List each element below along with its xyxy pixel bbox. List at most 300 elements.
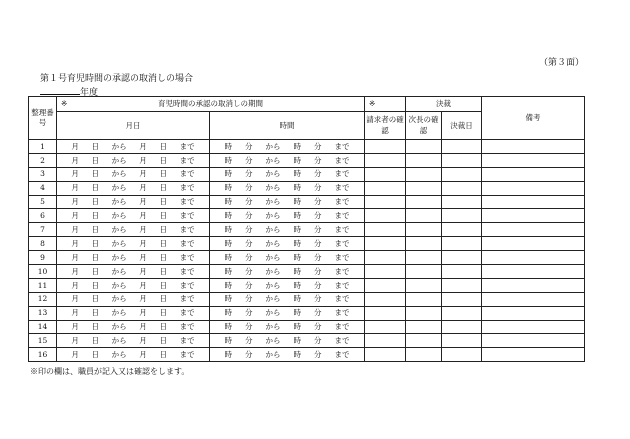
requester-check-cell[interactable] — [365, 334, 406, 348]
date-range-cell-word: 月 — [71, 322, 79, 332]
remarks-cell[interactable] — [482, 251, 585, 265]
date-range-cell-word: 日 — [159, 252, 167, 262]
date-range-cell-word: まで — [179, 336, 195, 346]
decision-date-cell[interactable] — [442, 153, 482, 167]
date-range-cell-word: 日 — [159, 336, 167, 346]
time-range-cell-word: 分 — [314, 350, 322, 360]
time-range-cell-word: 分 — [314, 225, 322, 235]
date-range-cell[interactable] — [57, 140, 210, 154]
time-range-cell-word: 時 — [293, 294, 301, 304]
remarks-cell[interactable] — [482, 265, 585, 279]
row-number: 12 — [29, 292, 57, 306]
row-number: 6 — [29, 209, 57, 223]
header-number: 整理番号 — [29, 97, 57, 140]
time-range-cell-word: から — [265, 252, 281, 262]
requester-check-cell[interactable] — [365, 195, 406, 209]
deputy-check-cell[interactable] — [406, 209, 442, 223]
date-range-cell-word: 月 — [139, 350, 147, 360]
date-range-cell-word: 日 — [159, 211, 167, 221]
date-range-cell-word: 日 — [91, 197, 99, 207]
time-range-cell-word: まで — [334, 197, 350, 207]
time-range-cell-word: 分 — [314, 197, 322, 207]
time-range-cell-word: 時 — [293, 280, 301, 290]
date-range-cell-word: まで — [179, 141, 195, 151]
time-range-cell-word: 分 — [314, 183, 322, 193]
row-number: 8 — [29, 237, 57, 251]
date-range-cell-word: から — [111, 197, 127, 207]
date-range-cell-word: 日 — [91, 280, 99, 290]
requester-check-cell[interactable] — [365, 265, 406, 279]
time-range-cell-word: まで — [334, 155, 350, 165]
header-decision-group: 決裁 — [406, 97, 482, 112]
header-period-label: 育児時間の承認の取消しの期間 — [158, 99, 263, 109]
deputy-check-cell[interactable] — [406, 306, 442, 320]
time-range-cell[interactable] — [210, 140, 365, 154]
time-range-cell-word: から — [265, 155, 281, 165]
date-range-cell[interactable] — [57, 265, 210, 279]
remarks-cell[interactable] — [482, 292, 585, 306]
header-deputy: 次長の確認 — [406, 112, 442, 140]
date-range-cell-word: 日 — [91, 322, 99, 332]
time-range-cell[interactable] — [210, 320, 365, 334]
date-range-cell-word: 月 — [139, 280, 147, 290]
time-range-cell-word: 時 — [293, 252, 301, 262]
date-range-cell-word: まで — [179, 225, 195, 235]
remarks-cell[interactable] — [482, 181, 585, 195]
time-range-cell-word: 時 — [293, 183, 301, 193]
date-range-cell-word: まで — [179, 183, 195, 193]
time-range-cell[interactable] — [210, 223, 365, 237]
decision-date-cell[interactable] — [442, 237, 482, 251]
remarks-cell[interactable] — [482, 153, 585, 167]
date-range-cell-word: 日 — [91, 350, 99, 360]
table-row — [29, 153, 585, 167]
decision-date-cell[interactable] — [442, 278, 482, 292]
header-requester: 請求者の確認 — [365, 112, 406, 140]
deputy-check-cell[interactable] — [406, 251, 442, 265]
decision-date-cell[interactable] — [442, 292, 482, 306]
date-range-cell-word: から — [111, 183, 127, 193]
time-range-cell-word: 分 — [245, 155, 253, 165]
requester-check-cell[interactable] — [365, 348, 406, 362]
deputy-check-cell[interactable] — [406, 265, 442, 279]
date-range-cell-word: から — [111, 308, 127, 318]
requester-check-cell[interactable] — [365, 153, 406, 167]
row-number: 11 — [29, 278, 57, 292]
date-range-cell-word: から — [111, 350, 127, 360]
date-range-cell-word: まで — [179, 197, 195, 207]
date-range-cell-word: 月 — [139, 294, 147, 304]
deputy-check-cell[interactable] — [406, 348, 442, 362]
date-range-cell-word: 日 — [91, 238, 99, 248]
time-range-cell[interactable] — [210, 237, 365, 251]
date-range-cell-word: 日 — [159, 197, 167, 207]
time-range-cell-word: から — [265, 280, 281, 290]
time-range-cell-word: 時 — [293, 155, 301, 165]
date-range-cell[interactable] — [57, 181, 210, 195]
time-range-cell-word: 分 — [245, 322, 253, 332]
date-range-cell-word: 月 — [139, 322, 147, 332]
time-range-cell-word: から — [265, 197, 281, 207]
date-range-cell-word: 日 — [91, 183, 99, 193]
decision-date-cell[interactable] — [442, 223, 482, 237]
date-range-cell-word: 月 — [71, 141, 79, 151]
time-range-cell-word: まで — [334, 169, 350, 179]
decision-date-cell[interactable] — [442, 195, 482, 209]
row-number: 1 — [29, 140, 57, 154]
time-range-cell-word: 時 — [224, 211, 232, 221]
time-range-cell-word: まで — [334, 308, 350, 318]
time-range-cell-word: 分 — [245, 169, 253, 179]
time-range-cell-word: 時 — [224, 197, 232, 207]
time-range-cell-word: から — [265, 211, 281, 221]
header-date: 月日 — [57, 112, 210, 140]
decision-date-cell[interactable] — [442, 306, 482, 320]
time-range-cell-word: まで — [334, 141, 350, 151]
date-range-cell[interactable] — [57, 334, 210, 348]
decision-date-cell[interactable] — [442, 348, 482, 362]
requester-check-cell[interactable] — [365, 278, 406, 292]
date-range-cell-word: 日 — [91, 155, 99, 165]
table-row — [29, 334, 585, 348]
time-range-cell-word: 時 — [293, 211, 301, 221]
time-range-cell-word: 時 — [293, 308, 301, 318]
time-range-cell-word: 分 — [314, 141, 322, 151]
time-range-cell-word: 時 — [224, 155, 232, 165]
date-range-cell[interactable] — [57, 348, 210, 362]
date-range-cell-word: から — [111, 225, 127, 235]
time-range-cell-word: から — [265, 183, 281, 193]
row-number: 5 — [29, 195, 57, 209]
date-range-cell-word: から — [111, 294, 127, 304]
date-range-cell-word: から — [111, 252, 127, 262]
date-range-cell-word: 月 — [71, 155, 79, 165]
date-range-cell[interactable] — [57, 223, 210, 237]
time-range-cell[interactable] — [210, 265, 365, 279]
time-range-cell-word: 分 — [314, 238, 322, 248]
date-range-cell-word: 日 — [91, 169, 99, 179]
time-range-cell-word: まで — [334, 350, 350, 360]
date-range-cell[interactable] — [57, 153, 210, 167]
time-range-cell-word: まで — [334, 322, 350, 332]
time-range-cell-word: から — [265, 225, 281, 235]
date-range-cell-word: 月 — [139, 225, 147, 235]
date-range-cell-word: から — [111, 336, 127, 346]
time-range-cell-word: 分 — [245, 197, 253, 207]
time-range-cell-word: 分 — [314, 169, 322, 179]
date-range-cell[interactable] — [57, 292, 210, 306]
date-range-cell-word: 日 — [159, 322, 167, 332]
time-range-cell-word: 分 — [245, 280, 253, 290]
date-range-cell-word: 月 — [139, 252, 147, 262]
time-range-cell-word: から — [265, 294, 281, 304]
date-range-cell-word: から — [111, 238, 127, 248]
date-range-cell-word: 日 — [91, 211, 99, 221]
time-range-cell-word: 時 — [293, 266, 301, 276]
remarks-cell[interactable] — [482, 348, 585, 362]
year-label: 年度 — [80, 88, 99, 98]
time-range-cell-word: 時 — [224, 280, 232, 290]
time-range-cell-word: 分 — [245, 294, 253, 304]
time-range-cell-word: 時 — [224, 266, 232, 276]
time-range-cell-word: 時 — [224, 350, 232, 360]
header-remarks: 備考 — [482, 97, 585, 140]
date-range-cell-word: 月 — [71, 183, 79, 193]
time-range-cell-word: まで — [334, 225, 350, 235]
requester-check-cell[interactable] — [365, 251, 406, 265]
requester-check-cell[interactable] — [365, 320, 406, 334]
time-range-cell-word: 分 — [245, 141, 253, 151]
row-number: 14 — [29, 320, 57, 334]
time-range-cell-word: 時 — [293, 336, 301, 346]
date-range-cell-word: 月 — [71, 197, 79, 207]
date-range-cell[interactable] — [57, 278, 210, 292]
date-range-cell-word: 月 — [71, 294, 79, 304]
deputy-check-cell[interactable] — [406, 181, 442, 195]
date-range-cell-word: から — [111, 155, 127, 165]
page-label: （第３面） — [538, 58, 584, 68]
remarks-cell[interactable] — [482, 306, 585, 320]
time-range-cell[interactable] — [210, 278, 365, 292]
mark-symbol: ※ — [61, 99, 68, 108]
date-range-cell-word: 月 — [71, 169, 79, 179]
date-range-cell-word: 月 — [139, 308, 147, 318]
time-range-cell[interactable] — [210, 251, 365, 265]
time-range-cell-word: 時 — [224, 252, 232, 262]
time-range-cell-word: から — [265, 238, 281, 248]
requester-check-cell[interactable] — [365, 292, 406, 306]
date-range-cell-word: から — [111, 280, 127, 290]
requester-check-cell[interactable] — [365, 306, 406, 320]
date-range-cell[interactable] — [57, 167, 210, 181]
date-range-cell-word: まで — [179, 280, 195, 290]
cancellation-table — [28, 96, 585, 362]
date-range-cell-word: 月 — [139, 183, 147, 193]
decision-date-cell[interactable] — [442, 334, 482, 348]
time-range-cell-word: から — [265, 169, 281, 179]
time-range-cell-word: 分 — [245, 238, 253, 248]
time-range-cell-word: 時 — [224, 294, 232, 304]
time-range-cell[interactable] — [210, 306, 365, 320]
decision-date-cell[interactable] — [442, 320, 482, 334]
time-range-cell-word: 分 — [245, 336, 253, 346]
table-row — [29, 348, 585, 362]
table-body — [29, 140, 585, 362]
time-range-cell-word: 分 — [314, 155, 322, 165]
row-number: 13 — [29, 306, 57, 320]
decision-date-cell[interactable] — [442, 140, 482, 154]
time-range-cell[interactable] — [210, 181, 365, 195]
date-range-cell-word: 月 — [71, 350, 79, 360]
time-range-cell-word: 時 — [224, 336, 232, 346]
time-range-cell-word: 時 — [224, 225, 232, 235]
date-range-cell-word: まで — [179, 350, 195, 360]
table-row — [29, 140, 585, 154]
time-range-cell-word: 時 — [224, 141, 232, 151]
row-number: 9 — [29, 251, 57, 265]
deputy-check-cell[interactable] — [406, 292, 442, 306]
date-range-cell-word: 月 — [139, 336, 147, 346]
date-range-cell-word: まで — [179, 322, 195, 332]
date-range-cell-word: 日 — [159, 238, 167, 248]
deputy-check-cell[interactable] — [406, 237, 442, 251]
date-range-cell[interactable] — [57, 306, 210, 320]
date-range-cell-word: 日 — [159, 294, 167, 304]
date-range-cell-word: まで — [179, 252, 195, 262]
date-range-cell-word: まで — [179, 294, 195, 304]
decision-date-cell[interactable] — [442, 181, 482, 195]
table-row — [29, 320, 585, 334]
deputy-check-cell[interactable] — [406, 167, 442, 181]
date-range-cell-word: から — [111, 211, 127, 221]
deputy-check-cell[interactable] — [406, 195, 442, 209]
time-range-cell-word: 時 — [293, 225, 301, 235]
time-range-cell-word: 分 — [245, 225, 253, 235]
date-range-cell[interactable] — [57, 195, 210, 209]
date-range-cell[interactable] — [57, 251, 210, 265]
time-range-cell-word: 時 — [293, 350, 301, 360]
time-range-cell-word: から — [265, 350, 281, 360]
remarks-cell[interactable] — [482, 209, 585, 223]
deputy-check-cell[interactable] — [406, 223, 442, 237]
requester-check-cell[interactable] — [365, 237, 406, 251]
date-range-cell-word: 月 — [71, 211, 79, 221]
date-range-cell[interactable] — [57, 320, 210, 334]
row-number: 3 — [29, 167, 57, 181]
row-number: 2 — [29, 153, 57, 167]
time-range-cell-word: まで — [334, 238, 350, 248]
time-range-cell-word: まで — [334, 252, 350, 262]
time-range-cell-word: から — [265, 336, 281, 346]
time-range-cell-word: 分 — [314, 252, 322, 262]
requester-check-cell[interactable] — [365, 209, 406, 223]
mark-symbol-2: ※ — [369, 99, 376, 108]
row-number: 7 — [29, 223, 57, 237]
date-range-cell-word: から — [111, 322, 127, 332]
date-range-cell[interactable] — [57, 237, 210, 251]
table-row — [29, 181, 585, 195]
decision-date-cell[interactable] — [442, 167, 482, 181]
time-range-cell-word: まで — [334, 280, 350, 290]
date-range-cell-word: まで — [179, 211, 195, 221]
date-range-cell-word: 月 — [71, 336, 79, 346]
date-range-cell-word: 日 — [91, 294, 99, 304]
date-range-cell-word: 月 — [71, 238, 79, 248]
table-row — [29, 167, 585, 181]
table-row — [29, 265, 585, 279]
time-range-cell[interactable] — [210, 167, 365, 181]
time-range-cell[interactable] — [210, 209, 365, 223]
remarks-cell[interactable] — [482, 167, 585, 181]
date-range-cell-word: 月 — [139, 169, 147, 179]
date-range-cell-word: から — [111, 141, 127, 151]
date-range-cell-word: 月 — [71, 308, 79, 318]
time-range-cell-word: 時 — [293, 197, 301, 207]
time-range-cell-word: 分 — [245, 266, 253, 276]
date-range-cell-word: まで — [179, 238, 195, 248]
time-range-cell-word: 分 — [245, 252, 253, 262]
deputy-check-cell[interactable] — [406, 153, 442, 167]
date-range-cell-word: 月 — [71, 266, 79, 276]
table-row — [29, 292, 585, 306]
table-row — [29, 251, 585, 265]
date-range-cell-word: 月 — [71, 280, 79, 290]
footnote: ※印の欄は、職員が記入又は確認をします。 — [30, 367, 190, 376]
date-range-cell[interactable] — [57, 209, 210, 223]
remarks-cell[interactable] — [482, 140, 585, 154]
time-range-cell-word: 分 — [245, 211, 253, 221]
date-range-cell-word: 日 — [91, 252, 99, 262]
requester-check-cell[interactable] — [365, 223, 406, 237]
time-range-cell-word: 時 — [224, 169, 232, 179]
date-range-cell-word: 日 — [159, 141, 167, 151]
date-range-cell-word: から — [111, 169, 127, 179]
time-range-cell[interactable] — [210, 195, 365, 209]
date-range-cell-word: 日 — [91, 308, 99, 318]
table-row — [29, 237, 585, 251]
time-range-cell-word: まで — [334, 266, 350, 276]
time-range-cell-word: 分 — [314, 211, 322, 221]
time-range-cell-word: 分 — [245, 183, 253, 193]
date-range-cell-word: まで — [179, 266, 195, 276]
header-time: 時間 — [210, 112, 365, 140]
time-range-cell-word: 分 — [314, 308, 322, 318]
year-blank[interactable] — [40, 85, 80, 95]
deputy-check-cell[interactable] — [406, 140, 442, 154]
requester-check-cell[interactable] — [365, 167, 406, 181]
remarks-cell[interactable] — [482, 278, 585, 292]
time-range-cell-word: 分 — [245, 350, 253, 360]
time-range-cell-word: から — [265, 141, 281, 151]
time-range-cell[interactable] — [210, 292, 365, 306]
time-range-cell-word: から — [265, 308, 281, 318]
time-range-cell[interactable] — [210, 334, 365, 348]
remarks-cell[interactable] — [482, 223, 585, 237]
deputy-check-cell[interactable] — [406, 334, 442, 348]
date-range-cell-word: まで — [179, 155, 195, 165]
remarks-cell[interactable] — [482, 237, 585, 251]
table-row — [29, 306, 585, 320]
time-range-cell-word: 時 — [293, 322, 301, 332]
remarks-cell[interactable] — [482, 334, 585, 348]
time-range-cell-word: 時 — [293, 169, 301, 179]
header-mark-cell — [365, 97, 406, 112]
table-row — [29, 195, 585, 209]
remarks-cell[interactable] — [482, 195, 585, 209]
date-range-cell-word: 月 — [139, 141, 147, 151]
remarks-cell[interactable] — [482, 320, 585, 334]
deputy-check-cell[interactable] — [406, 278, 442, 292]
time-range-cell[interactable] — [210, 348, 365, 362]
table-row — [29, 278, 585, 292]
decision-date-cell[interactable] — [442, 251, 482, 265]
time-range-cell-word: 分 — [314, 266, 322, 276]
time-range-cell[interactable] — [210, 153, 365, 167]
decision-date-cell[interactable] — [442, 265, 482, 279]
date-range-cell-word: 月 — [139, 211, 147, 221]
requester-check-cell[interactable] — [365, 140, 406, 154]
time-range-cell-word: 時 — [293, 238, 301, 248]
date-range-cell-word: 日 — [159, 183, 167, 193]
date-range-cell-word: 月 — [139, 155, 147, 165]
requester-check-cell[interactable] — [365, 181, 406, 195]
decision-date-cell[interactable] — [442, 209, 482, 223]
time-range-cell-word: まで — [334, 211, 350, 221]
deputy-check-cell[interactable] — [406, 320, 442, 334]
row-number: 15 — [29, 334, 57, 348]
date-range-cell-word: 日 — [159, 308, 167, 318]
time-range-cell-word: 分 — [245, 308, 253, 318]
